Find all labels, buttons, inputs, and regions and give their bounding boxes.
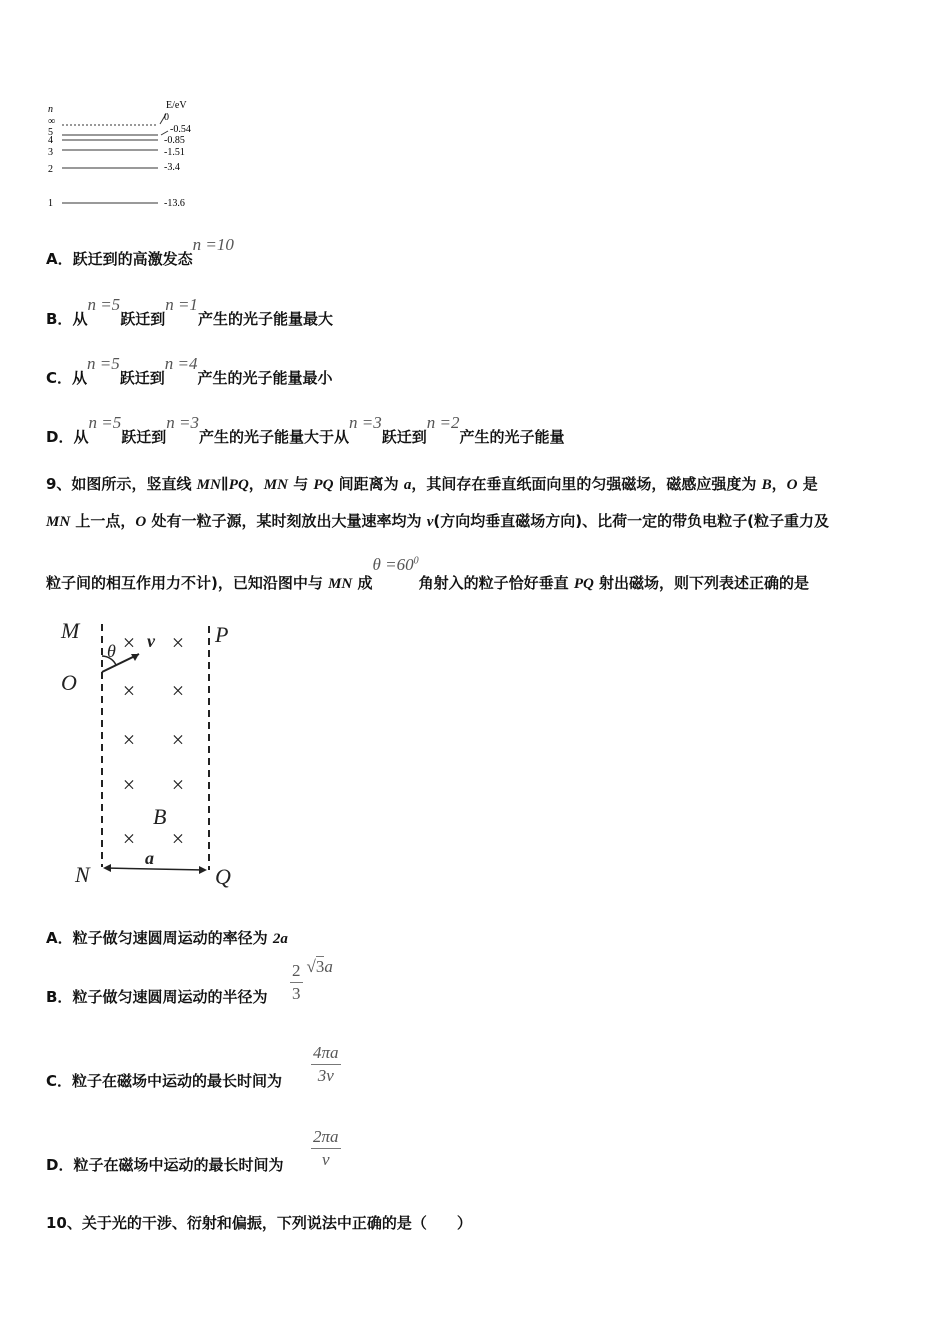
option-text: 从: [72, 369, 88, 387]
magnetic-field-figure: [55, 612, 255, 897]
option-label: D．: [46, 1156, 74, 1174]
math-expr: n =1: [165, 295, 198, 314]
q8-option-a[interactable]: [46, 235, 234, 269]
axis-e-label: E/eV: [166, 100, 187, 111]
option-text: 跃迁到: [119, 369, 165, 387]
option-text: 粒子做匀速圆周运动的半径为: [72, 988, 268, 1006]
width-arrow: [105, 868, 205, 870]
label-B: B: [153, 804, 167, 829]
e-3: -1.51: [164, 147, 185, 158]
e-1: -13.6: [164, 198, 185, 209]
option-text: 跃迁到的高激发态: [72, 250, 193, 268]
option-text: 跃迁到: [120, 310, 166, 328]
label-M: M: [61, 618, 80, 643]
option-label: B．: [46, 310, 73, 328]
option-value: 2a: [272, 931, 288, 947]
energy-level-diagram: [40, 98, 210, 216]
q8-option-c[interactable]: [46, 354, 333, 388]
math-expr: n =2: [426, 413, 460, 432]
q9-b-formula: $\frac{2}{3}$ √3a: [292, 957, 333, 1003]
field-cross-icon: ×: [122, 772, 136, 797]
option-text: 产生的光子能量最大: [197, 310, 333, 328]
n-1: 1: [48, 198, 53, 209]
e-2: -3.4: [164, 162, 180, 173]
label-v: v: [147, 631, 155, 651]
angle-math: $\theta =60^0$: [372, 555, 419, 574]
q9-option-d[interactable]: [46, 1154, 283, 1175]
q9-d-formula: $\frac{2\pi a}{v}$: [313, 1127, 339, 1169]
field-cross-icon: ×: [171, 826, 185, 851]
label-N: N: [75, 862, 90, 887]
q9-stem-line-2: MN 上一点，O 处有一粒子源，某时刻放出大量速率均为 v(方向均垂直磁场方向)、比荷一定的带负电粒子(粒子重力及: [46, 512, 829, 530]
option-text: 粒子在磁场中运动的最长时间为: [73, 1156, 284, 1174]
label-a: a: [145, 848, 154, 868]
q9-stem-line-3: 粒子间的相互作用力不计)，已知沿图中与 MN 成$\theta =60^0$角射入的粒子恰好垂直 PQ 射出磁场，则下列表述正确的是: [46, 555, 810, 592]
q9-stem-line-1: 9、如图所示，竖直线 MN∥PQ，MN 与 PQ 间距离为 a，其间存在垂直纸面向里的匀强磁场，磁感应强度为 B，O 是: [46, 475, 818, 493]
option-text: 产生的光子能量: [459, 428, 565, 446]
option-text: 跃迁到: [121, 428, 167, 446]
q9-c-formula: $\frac{4\pi a}{3v}$: [313, 1043, 339, 1085]
label-Q: Q: [215, 864, 231, 889]
field-cross-icon: ×: [171, 630, 185, 655]
field-cross-icon: ×: [171, 772, 185, 797]
label-theta: θ: [107, 641, 116, 661]
axis-n-label: n: [48, 104, 53, 115]
q8-option-d[interactable]: [46, 413, 565, 447]
option-label: C．: [46, 369, 73, 387]
math-expr: n =10: [192, 235, 234, 254]
option-label: A．: [46, 929, 73, 947]
q9-option-a[interactable]: [46, 927, 288, 948]
field-cross-icon: ×: [171, 678, 185, 703]
option-label: A．: [46, 250, 73, 268]
n-4: 4: [48, 135, 53, 146]
option-label: B．: [46, 988, 73, 1006]
option-text: 粒子在磁场中运动的最长时间为: [72, 1072, 283, 1090]
math-expr: n =4: [164, 354, 198, 373]
e-5: -0.54: [170, 124, 191, 135]
q9-option-c[interactable]: [46, 1070, 282, 1091]
q10-stem: 10、关于光的干涉、衍射和偏振，下列说法中正确的是（ ）: [46, 1214, 472, 1232]
option-text: 从: [73, 428, 89, 446]
label-P: P: [215, 622, 229, 647]
field-cross-icon: ×: [171, 727, 185, 752]
e-inf: 0: [164, 112, 169, 123]
label-O: O: [61, 670, 77, 695]
option-text: 产生的光子能量大于从: [198, 428, 349, 446]
field-cross-icon: ×: [122, 630, 136, 655]
width-arrow-right-icon: [199, 866, 207, 874]
option-text: 粒子做匀速圆周运动的率径为: [72, 929, 273, 947]
e-4: -0.85: [164, 135, 185, 146]
math-expr: n =5: [87, 295, 121, 314]
math-expr: n =3: [348, 413, 382, 432]
n-2: 2: [48, 164, 53, 175]
option-label: D．: [46, 428, 74, 446]
q8-option-b[interactable]: [46, 295, 333, 329]
field-cross-icon: ×: [122, 727, 136, 752]
option-text: 从: [72, 310, 88, 328]
field-cross-icon: ×: [122, 826, 136, 851]
field-cross-icon: ×: [122, 678, 136, 703]
option-text: 产生的光子能量最小: [197, 369, 333, 387]
n-inf: ∞: [48, 116, 56, 127]
math-expr: n =5: [87, 354, 120, 373]
n-5: 5: [48, 127, 53, 138]
option-label: C．: [46, 1072, 73, 1090]
width-arrow-left-icon: [103, 864, 111, 872]
option-text: 跃迁到: [381, 428, 427, 446]
n-3: 3: [48, 147, 53, 158]
q9-option-b[interactable]: [46, 986, 267, 1007]
math-expr: n =5: [88, 413, 122, 432]
math-expr: n =3: [166, 413, 199, 432]
